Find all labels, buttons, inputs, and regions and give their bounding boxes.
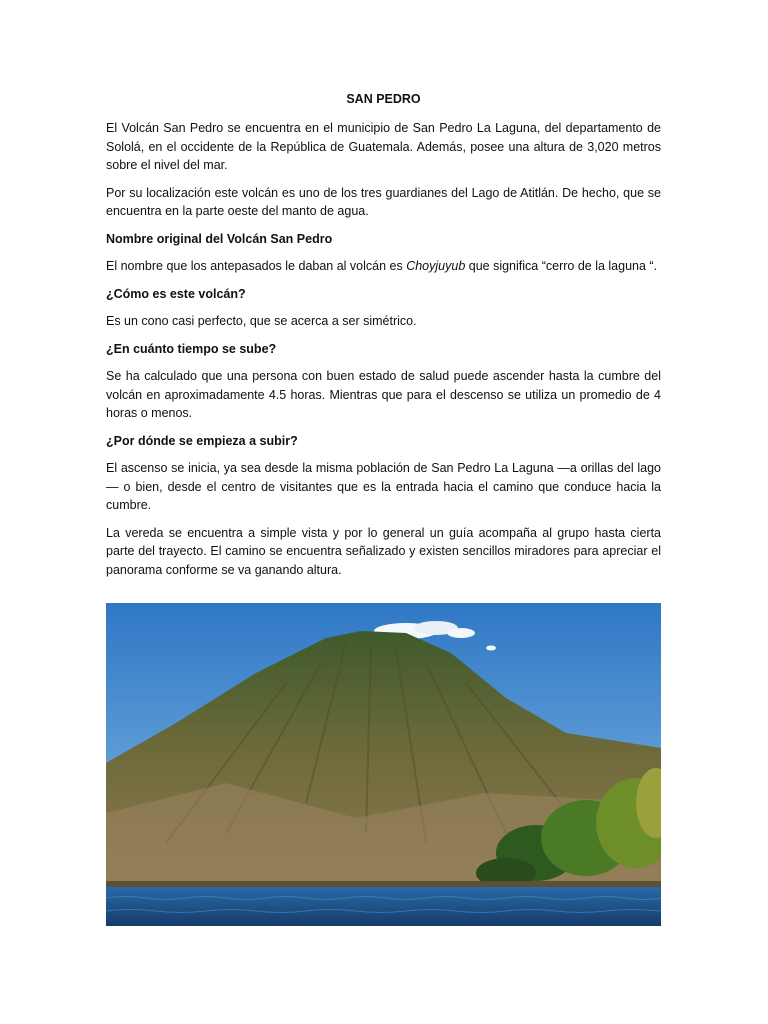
heading-original-name: Nombre original del Volcán San Pedro (106, 231, 333, 246)
paragraph-start-point: El ascenso se inicia, ya sea desde la misma población de San Pedro La Laguna —a orillas del lago— o bien, desde el centro de visitantes que es la entrada hacia el camino que conduce hacia la cumbre. (106, 461, 661, 512)
paragraph-shape: Es un cono casi perfecto, que se acerca a ser simétrico. (106, 314, 417, 328)
paragraph-location: El Volcán San Pedro se encuentra en el municipio de San Pedro La Laguna, del departamento de Sololá, en el occidente de la República de Guatemala. Además, posee una altura de 3,020 metros sobre el nivel del mar. (106, 121, 661, 172)
paragraph-original-name-end: que significa “cerro de la laguna “. (465, 259, 658, 273)
volcano-illustration (106, 603, 661, 926)
paragraph-original-name (106, 257, 661, 276)
paragraph-trail: La vereda se encuentra a simple vista y por lo general un guía acompaña al grupo hasta cierta parte del trayecto. El camino se encuentra señalizado y existen sencillos miradores para apreciar el panorama conforme se va ganando altura. (106, 525, 661, 577)
document-title: SAN PEDRO (346, 92, 421, 106)
heading-start-point: ¿Por dónde se empieza a subir? (106, 433, 298, 448)
paragraph-guardians: Por su localización este volcán es uno de los tres guardianes del Lago de Atitlán. De hecho, que se encuentra en la parte oeste del manto de agua. (106, 185, 661, 218)
paragraph-original-name-start: El nombre que los antepasados le daban al volcán es (106, 259, 407, 273)
heading-climb-time: ¿En cuánto tiempo se sube? (106, 341, 277, 356)
original-name-term: Choyjuyub (406, 259, 466, 273)
volcano-photo (106, 603, 661, 926)
lake (106, 887, 661, 926)
paragraph-climb-time: Se ha calculado que una persona con buen estado de salud puede ascender hasta la cumbre del volcán en aproximadamente 4.5 horas. Mientras que para el descenso se utiliza un promedio de 4 horas o menos. (106, 369, 661, 420)
heading-shape: ¿Cómo es este volcán? (106, 286, 246, 301)
document-page (106, 90, 661, 588)
